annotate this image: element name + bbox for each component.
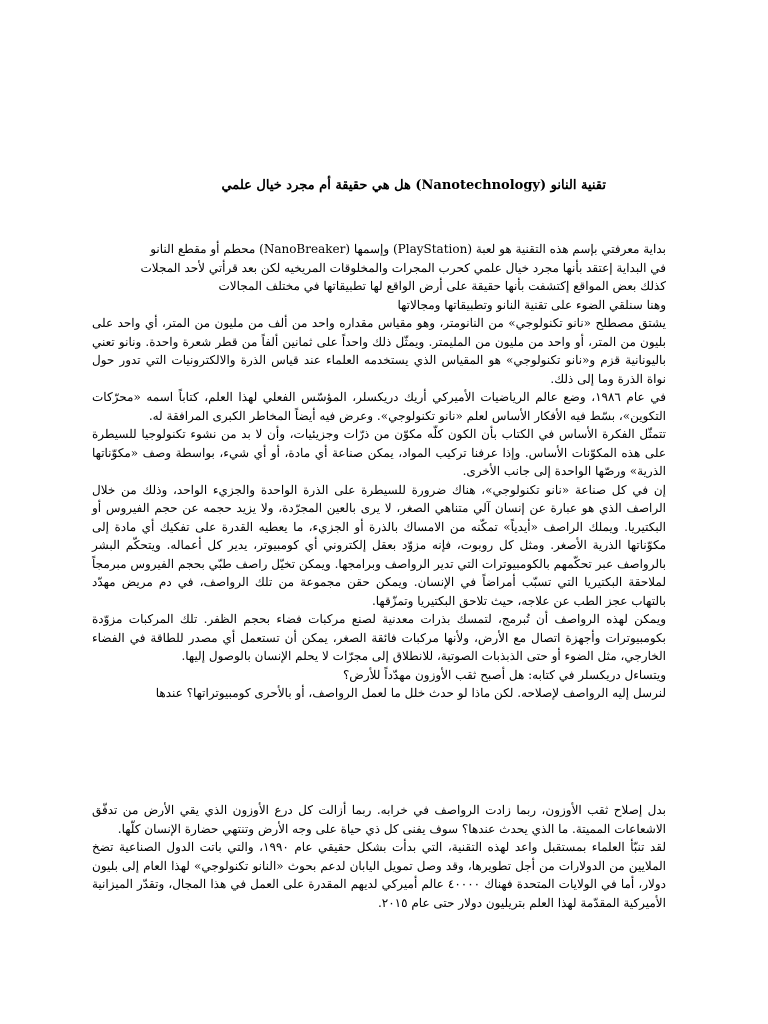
- paragraph: بداية معرفتي بإسم هذه التقنية هو لعبة (PlayStation) وإسمها (NanoBreaker) محطم أو مقطع النانو: [150, 242, 666, 256]
- paragraph: إن في كل صناعة «نانو تكنولوجي»، هناك ضرورة للسيطرة على الذرة الواحدة والجزيء الواحد، وذلك من خلال الراصف الذي هو عبارة عن إنسان آلي متناهي الصغر، لا يرى بالعين المجرّدة، ولا يزيد حجمه عن حجم الفيروس أو البكتيريا. ويملك الراصف «أيدياً» تمكّنه من الامساك بالذرة أو الجزيء، ما يعطيه القدرة على تفكيك أي مادة إلى مكوّناتها الذرية الأصغر. ومثل كل روبوت، فإنه مزوّد بعقل إلكتروني أي كومبيوتر، يدير كل أعماله. ويتحكّم البشر بالرواصف عبر تحكّمهم بالكومبيوترات التي تدير الرواصف وبرامجها. ويمكن تخيّل راصف طبّي بحجم الفيروس مبرمجاً لملاحقة البكتيريا التي تسبّب أمراضاً في الإنسان. ويمكن حقن مجموعة من تلك الرواصف، في دم مريض مهدّد بالتهاب عجز الطب عن علاجه، حيث تلاحق البكتيريا وتمزّقها.: [92, 482, 666, 608]
- paragraph: كذلك بعض المواقع إكتشفت بأنها حقيقة على أرض الواقع لها تطبيقاتها في مختلف المجالات: [218, 279, 666, 293]
- paragraph: تتمثّل الفكرة الأساس في الكتاب بأن الكون كلّه مكوّن من ذرّات وجزيئيات، وأن لا بد من نشوء تكنولوجيا للسيطرة على هذه المكوّنات الأساس. وإذا عرفنا تركيب المواد، يمكن صناعة أي مادة، أو أي شيء، بواسطة وصف «مكوّناتها الذرية» ورصّها الواحدة إلى جانب الأخرى.: [92, 427, 666, 478]
- paragraph: يشتق مصطلح «نانو تكنولوجي» من النانومتر، وهو مقياس مقداره واحد من ألف من مليون من المتر، أي واحد على بليون من المتر، أو واحد من مليون من المليمتر. ويمثّل ذلك واحداً على ثمانين ألفاً من قطر شعرة واحدة. ونانو تعني باليونانية قزم و«نانو تكنولوجي» هو المقياس الذي يستخدمه العلماء عند قياس الذرة والالكترونيات التي تدور حول نواة الذرة وما إلى ذلك.: [92, 316, 666, 386]
- paragraph: بدل إصلاح ثقب الأوزون، ربما زادت الرواصف في خرابه. ربما أزالت كل درع الأوزون الذي يقي الأرض من تدفّق الاشعاعات المميتة. ما الذي يحدث عندها؟ سوف يفنى كل ذي حياة على وجه الأرض وتنتهي حضارة الإنسان كلّها.: [92, 803, 666, 836]
- paragraph: لنرسل إليه الرواصف لإصلاحه. لكن ماذا لو حدث خلل ما لعمل الرواصف، أو بالأحرى كومبيوتراتها؟ عندها: [155, 686, 666, 700]
- paragraph: ويمكن لهذه الرواصف أن تُبرمج، لتمسك بذرات معدنية لصنع مركبات فضاء بحجم الظفر. تلك المركبات مزوّدة بكومبيوترات وأجهزة اتصال مع الأرض، ولأنها مركبات فائقة الصغر، يمكن أن تستعمل أي مصدر للطاقة في الفضاء الخارجي، مثل الضوء أو حتى الذبذبات الصوتية، للانطلاق إلى مجرّات لا يحلم الإنسان بالوصول إليها.: [92, 612, 666, 663]
- paragraph: وهنا سنلقي الضوء على تقنية النانو وتطبيقاتها ومجالاتها: [397, 297, 666, 312]
- paragraph: في البداية إعتقد بأنها مجرد خيال علمي كحرب المجرات والمخلوقات المريخيه لكن بعد قرأتي لأحد المجلات: [140, 260, 666, 275]
- paragraph: ويتساءل دريكسلر في كتابه: هل أصبح ثقب الأوزون مهدّداً للأرض؟: [342, 667, 666, 682]
- paragraph: لقد تنبّأ العلماء بمستقبل واعد لهذه التقنية، التي بدأت بشكل حقيقي عام ١٩٩٠، والتي باتت الدول الصناعية تضخ الملايين من الدولارات من أجل تطويرها، وقد وصل تمويل اليابان لدعم بحوث «النانو تكنولوجي» لهذا العام إلى بليون دولار، أما في الولايات المتحدة فهناك ٤٠٠٠٠ عالم أميركي لديهم المقدرة على العمل في هذا المجال، وتقدّر الميزانية الأميركية المقدّمة لهذا العلم بتريليون دولار حتى عام ٢٠١٥.: [92, 840, 667, 910]
- body-text-block-2: [92, 801, 666, 912]
- body-text-block-1: [92, 240, 666, 703]
- document-title: تقنية النانو (Nanotechnology) هل هي حقيقة أم مجرد خيال علمي: [221, 178, 606, 193]
- paragraph: في عام ١٩٨٦، وضع عالم الرياضيات الأميركي أريك دريكسلر، المؤسّس الفعلي لهذا العلم، كتاباً اسمه «محرّكات التكوين»، بسّط فيه الأفكار الأساس لعلم «نانو تكنولوجي». وعرض فيه أيضاً المخاطر الكبرى المرافقة له.: [92, 390, 666, 423]
